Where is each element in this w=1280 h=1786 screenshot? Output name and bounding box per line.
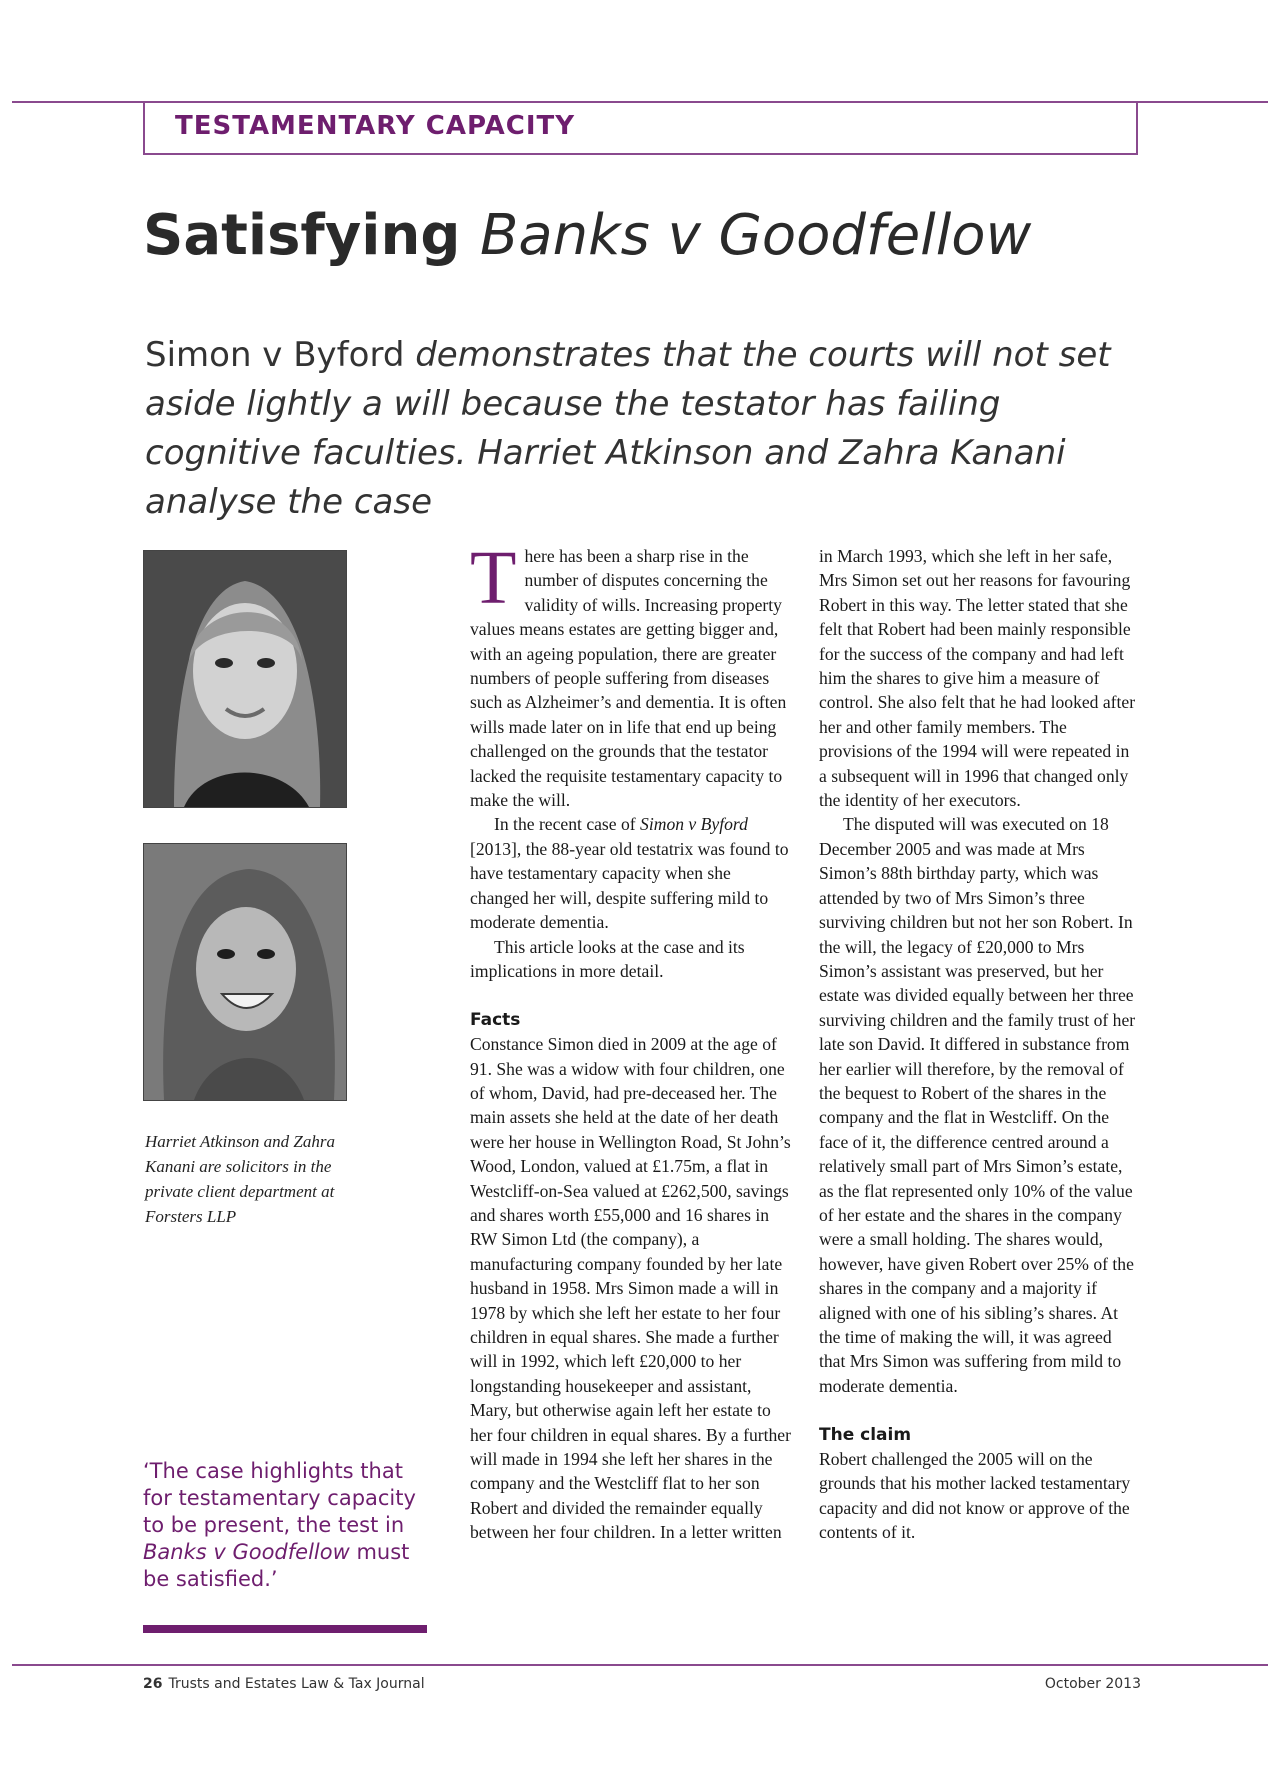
journal-name: Trusts and Estates Law & Tax Journal	[168, 1676, 425, 1692]
portrait-image	[144, 551, 346, 807]
section-banner	[143, 101, 1138, 155]
author-photo-zahra	[143, 843, 347, 1101]
pull-quote-post: must be satisfied.’	[143, 1540, 410, 1591]
title-italic: Banks v Goodfellow	[479, 203, 1032, 268]
paragraph	[470, 812, 792, 934]
page-number: 26	[143, 1676, 163, 1692]
paragraph: in March 1993, which she left in her safe, Mrs Simon set out her reasons for favouring Robert in this way. The letter stated that she felt that Robert had been mainly responsible for the success of the company and had left him the shares to give him a measure of control. She also felt that he had looked after her and other family members. The provisions of the 1994 will were repeated in a subsequent will in 1996 that changed only the identity of her executors.	[819, 546, 1136, 811]
issue-date: October 2013	[1044, 1676, 1141, 1692]
standfirst	[145, 331, 1145, 527]
pull-quote-bar	[143, 1625, 427, 1633]
footer-left	[143, 1676, 425, 1692]
subheading-claim: The claim	[819, 1424, 912, 1445]
paragraph: Constance Simon died in 2009 at the age of 91. She was a widow with four children, one of whom, David, had pre-deceased her. The main assets she held at the date of her death were her house in Wellington Road, St John’s Wood, London, valued at £1.75m, a flat in Westcliff-on-Sea valued at £262,500, savings and shares worth £55,000 and 16 shares in RW Simon Ltd (the company), a manufacturing company founded by her late husband in 1958. Mrs Simon made a will in 1978 by which she left her estate to her four children in equal shares. She made a further will in 1992, which left £20,000 to her longstanding housekeeper and assistant, Mary, but otherwise again left her estate to her four children in equal shares. By a further will made in 1994 she left her shares in the company and the Westcliff flat to her son Robert and divided the remainder equally between her four children. In a letter written	[470, 1034, 791, 1543]
paragraph-text: here has been a sharp rise in the number of disputes concerning the validity of wills. Increasing property values means estates are getting bigger and, with an ageing population, there are greater numbers of people suffering from diseases such as Alzheimer’s and dementia. It is often wills made later on in life that end up being challenged on the grounds that the testator lacked the requisite testamentary capacity to make the will.	[470, 546, 787, 811]
paragraph: Robert challenged the 2005 will on the grounds that his mother lacked testamentary capacity and did not know or approve of the contents of it.	[819, 1449, 1131, 1543]
standfirst-text: demonstrates that the courts will not set aside lightly a will because the testator has failing cognitive faculties. Harriet Atkinson and Zahra Kanani analyse the case	[145, 335, 1111, 522]
paragraph: This article looks at the case and its implications in more detail.	[470, 936, 745, 981]
pull-quote	[143, 1458, 433, 1593]
title-roman: Satisfying	[143, 203, 480, 268]
pull-quote-pre: ‘The case highlights that for testamentary capacity to be present, the test in	[143, 1459, 416, 1537]
paragraph	[470, 536, 792, 812]
article-title	[143, 203, 1031, 268]
paragraph-text: [2013], the 88-year old testatrix was found to have testamentary capacity when she changed her will, despite suffering mild to moderate dementia.	[470, 838, 789, 933]
subheading-facts: Facts	[470, 1009, 521, 1030]
author-caption: Harriet Atkinson and Zahra Kanani are solicitors in the private client department at Forsters LLP	[145, 1132, 336, 1226]
standfirst-case: Simon v Byford	[145, 335, 405, 375]
portrait-image	[144, 844, 346, 1100]
case-name: Simon v Byford	[640, 814, 748, 835]
paragraph-text: In the recent case of	[494, 814, 641, 835]
article-column-2	[819, 544, 1141, 1545]
pull-quote-italic: Banks v Goodfellow	[143, 1540, 350, 1564]
paragraph: The disputed will was executed on 18 December 2005 and was made at Mrs Simon’s 88th birthday party, which was attended by two of Mrs Simon’s three surviving children but not her son Robert. In the will, the legacy of £20,000 to Mrs Simon’s assistant was preserved, but her estate was divided equally between her three surviving children and the family trust of her late son David. It differed in substance from her earlier will therefore, by the removal of the bequest to Robert of the shares in the company and the flat in Westcliff. On the face of it, the difference centred around a relatively small part of Mrs Simon’s estate, as the flat represented only 10% of the value of her estate and the shares in the company were a small holding. The shares would, however, have given Robert over 25% of the shares in the company and a majority if aligned with one of his sibling’s shares. At the time of making the will, it was agreed that Mrs Simon was suffering from mild to moderate dementia.	[819, 814, 1136, 1396]
footer-rule	[12, 1664, 1268, 1666]
drop-cap: T	[470, 536, 517, 620]
section-label: TESTAMENTARY CAPACITY	[175, 111, 576, 141]
author-photo-harriet	[143, 550, 347, 808]
article-column-1	[470, 536, 792, 1545]
